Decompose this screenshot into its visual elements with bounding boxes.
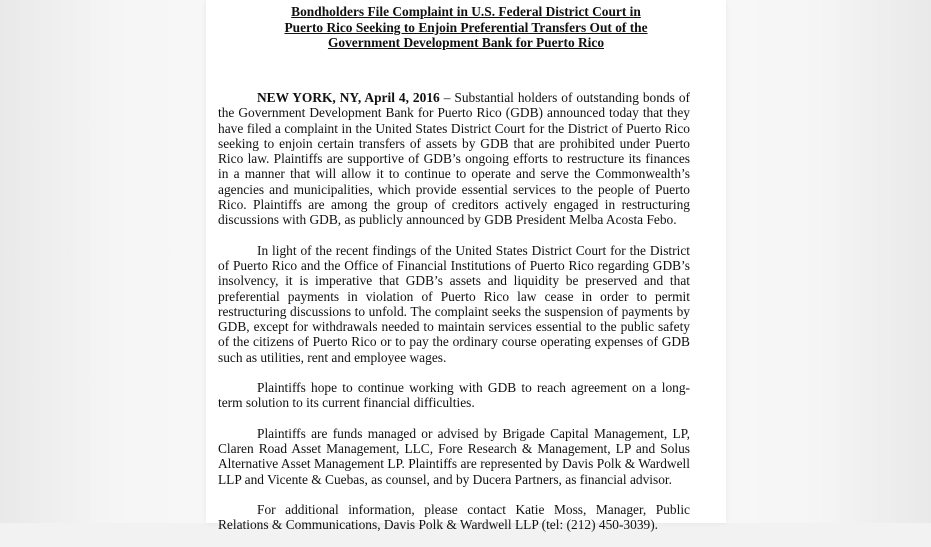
paragraph-1 (218, 90, 690, 228)
paragraph-4: Plaintiffs are funds managed or advised by Brigade Capital Management, LP, Claren Road Asset Management, LLC, Fore Research & Management, LP and Solus Alternative Asset Management LP. Plaintiffs are represented by Davis Polk & Wardwell LLP and Vicente & Cuebas, as counsel, and by Ducera Partners, as financial advisor. (218, 425, 690, 487)
paragraph-5: For additional information, please contact Katie Moss, Manager, Public Relations & Communications, Davis Polk & Wardwell LLP (tel: (212) 450-3039). (218, 501, 690, 533)
document-title (206, 4, 726, 51)
title-line: Government Development Bank for Puerto Rico (327, 35, 605, 50)
document-body (218, 90, 690, 547)
dateline: NEW YORK, NY, April 4, 2016 (257, 90, 440, 105)
title-line: Puerto Rico Seeking to Enjoin Preferential Transfers Out of the (284, 19, 648, 35)
title-line: Bondholders File Complaint in U.S. Federal District Court in (291, 4, 641, 19)
paragraph-3: Plaintiffs hope to continue working with GDB to reach agreement on a long-term solution to its current financial difficulties. (218, 380, 690, 411)
document-page (206, 0, 726, 533)
paragraph-1-text: – Substantial holders of outstanding bonds of the Government Development Bank for Puerto Rico (GDB) announced today that they have filed a complaint in the United States District Court for the District of Puerto Rico seeking to enjoin certain transfers of assets by GDB that are prohibited under Puerto Rico law. Plaintiffs are supportive of GDB’s ongoing efforts to restructure its finances in a manner that will allow it to continue to operate and serve the Commonwealth’s agencies and municipalities, which provide essential services to the people of Puerto Rico. Plaintiffs are among the group of creditors actively engaged in restructuring discussions with GDB, as publicly announced by GDB President Melba Acosta Febo. (218, 90, 690, 228)
paragraph-2: In light of the recent findings of the United States District Court for the District of Puerto Rico and the Office of Financial Institutions of Puerto Rico regarding GDB’s insolvency, it is imperative that GDB’s assets and liquidity be preserved and that preferential payments in violation of Puerto Rico law cease in order to permit restructuring discussions to unfold. The complaint seeks the suspension of payments by GDB, except for withdrawals needed to maintain services essential to the public safety of the citizens of Puerto Rico or to pay the ordinary course operating expenses of GDB such as utilities, rent and employee wages. (218, 242, 690, 365)
